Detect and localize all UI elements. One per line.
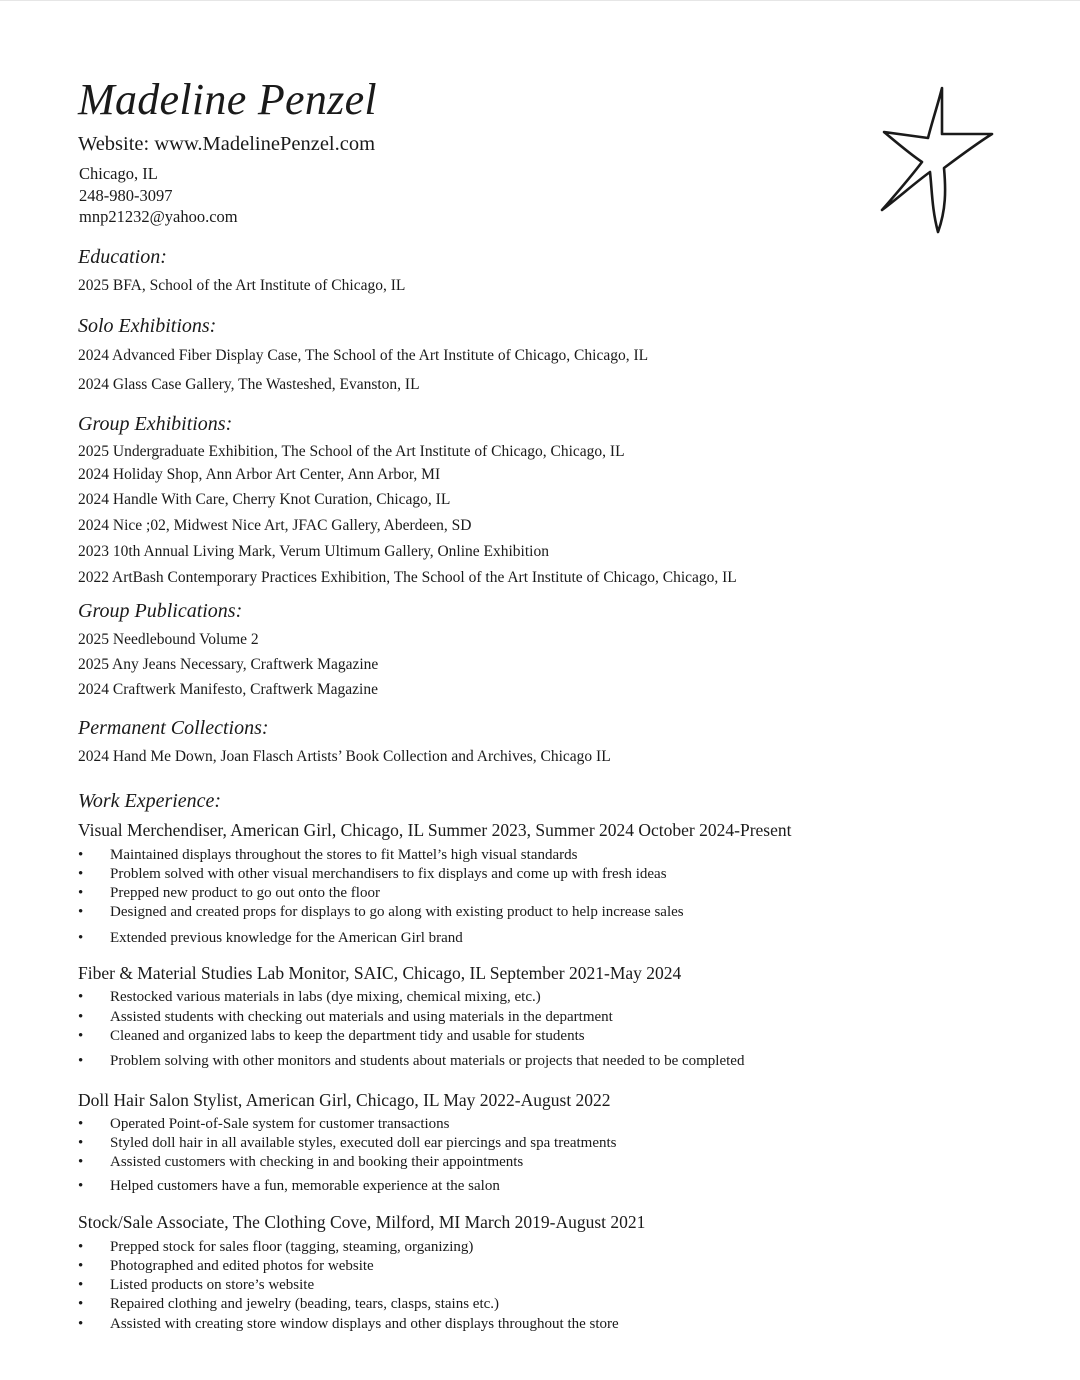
bullet-marker: • (78, 1296, 84, 1312)
bullet-text: Repaired clothing and jewelry (beading, tears, clasps, stains etc.) (110, 1296, 500, 1312)
bullet-text: Cleaned and organized labs to keep the department tidy and usable for students (110, 1028, 585, 1044)
bullet-text: Restocked various materials in labs (dye mixing, chemical mixing, etc.) (110, 989, 541, 1005)
bullet-text: Helped customers have a fun, memorable experience at the salon (110, 1178, 500, 1194)
group-exhibition-item: 2023 10th Annual Living Mark, Verum Ultimum Gallery, Online Exhibition (78, 543, 549, 560)
bullet-text: Problem solved with other visual merchandisers to fix displays and come up with fresh ideas (110, 866, 667, 882)
bullet-text: Listed products on store’s website (110, 1277, 315, 1293)
bullet-marker: • (78, 1316, 84, 1332)
bullet-text: Styled doll hair in all available styles, executed doll ear piercings and spa treatments (110, 1135, 617, 1151)
bullet-marker: • (78, 847, 84, 863)
permanent-collections-heading: Permanent Collections: (78, 717, 269, 739)
group-exhibitions-heading: Group Exhibitions: (78, 413, 233, 435)
bullet-marker: • (78, 930, 84, 946)
group-exhibition-item: 2024 Holiday Shop, Ann Arbor Art Center, Ann Arbor, MI (78, 466, 441, 483)
bullet-text: Prepped stock for sales floor (tagging, steaming, organizing) (110, 1239, 474, 1255)
phone-text: 248-980-3097 (79, 186, 173, 205)
job-title: Fiber & Material Studies Lab Monitor, SAIC, Chicago, IL September 2021-May 2024 (78, 963, 682, 983)
bullet-marker: • (78, 1028, 84, 1044)
publication-item: 2024 Craftwerk Manifesto, Craftwerk Magazine (78, 681, 378, 698)
bullet-marker: • (78, 1135, 84, 1151)
bullet-marker: • (78, 1178, 84, 1194)
solo-exhibition-item: 2024 Glass Case Gallery, The Wasteshed, Evanston, IL (78, 376, 420, 393)
publication-item: 2025 Any Jeans Necessary, Craftwerk Magazine (78, 656, 379, 673)
solo-exhibition-item: 2024 Advanced Fiber Display Case, The School of the Art Institute of Chicago, Chicago, IL (78, 347, 649, 364)
bullet-marker: • (78, 1053, 84, 1069)
star-icon (876, 82, 1000, 238)
bullet-marker: • (78, 1258, 84, 1274)
bullet-marker: • (78, 1239, 84, 1255)
location-text: Chicago, IL (79, 164, 158, 183)
bullet-marker: • (78, 1277, 84, 1293)
job-title: Stock/Sale Associate, The Clothing Cove, Milford, MI March 2019-August 2021 (78, 1212, 646, 1232)
bullet-text: Operated Point-of-Sale system for customer transactions (110, 1116, 450, 1132)
job-title: Visual Merchendiser, American Girl, Chicago, IL Summer 2023, Summer 2024 October 2024-Present (78, 820, 792, 840)
education-item: 2025 BFA, School of the Art Institute of Chicago, IL (78, 277, 406, 294)
bullet-marker: • (78, 904, 84, 920)
collection-item: 2024 Hand Me Down, Joan Flasch Artists’ Book Collection and Archives, Chicago IL (78, 748, 611, 765)
group-exhibition-item: 2024 Nice ;02, Midwest Nice Art, JFAC Gallery, Aberdeen, SD (78, 517, 472, 534)
bullet-text: Photographed and edited photos for website (110, 1258, 374, 1274)
top-divider (0, 0, 1080, 1)
bullet-marker: • (78, 1009, 84, 1025)
work-experience-heading: Work Experience: (78, 790, 222, 812)
bullet-text: Maintained displays throughout the stores to fit Mattel’s high visual standards (110, 847, 578, 863)
bullet-text: Problem solving with other monitors and students about materials or projects that needed to be completed (110, 1053, 745, 1069)
bullet-marker: • (78, 1116, 84, 1132)
bullet-text: Prepped new product to go out onto the floor (110, 885, 380, 901)
group-publications-heading: Group Publications: (78, 600, 243, 622)
bullet-text: Assisted students with checking out materials and using materials in the department (110, 1009, 613, 1025)
group-exhibition-item: 2025 Undergraduate Exhibition, The School of the Art Institute of Chicago, Chicago, IL (78, 443, 625, 460)
bullet-text: Designed and created props for displays to go along with existing product to help increase sales (110, 904, 684, 920)
group-exhibition-item: 2024 Handle With Care, Cherry Knot Curation, Chicago, IL (78, 491, 451, 508)
bullet-marker: • (78, 885, 84, 901)
job-title: Doll Hair Salon Stylist, American Girl, Chicago, IL May 2022-August 2022 (78, 1090, 611, 1110)
group-exhibition-item: 2022 ArtBash Contemporary Practices Exhibition, The School of the Art Institute of Chicago, Chicago, IL (78, 569, 737, 586)
bullet-marker: • (78, 989, 84, 1005)
bullet-marker: • (78, 866, 84, 882)
education-heading: Education: (78, 246, 167, 268)
bullet-text: Assisted with creating store window displays and other displays throughout the store (110, 1316, 619, 1332)
publication-item: 2025 Needlebound Volume 2 (78, 631, 259, 648)
bullet-text: Assisted customers with checking in and booking their appointments (110, 1154, 524, 1170)
bullet-text: Extended previous knowledge for the American Girl brand (110, 930, 463, 946)
solo-exhibitions-heading: Solo Exhibitions: (78, 315, 217, 337)
website-link[interactable]: Website: www.MadelinePenzel.com (78, 133, 376, 155)
email-text[interactable]: mnp21232@yahoo.com (79, 207, 238, 226)
bullet-marker: • (78, 1154, 84, 1170)
page-title: Madeline Penzel (78, 75, 377, 124)
